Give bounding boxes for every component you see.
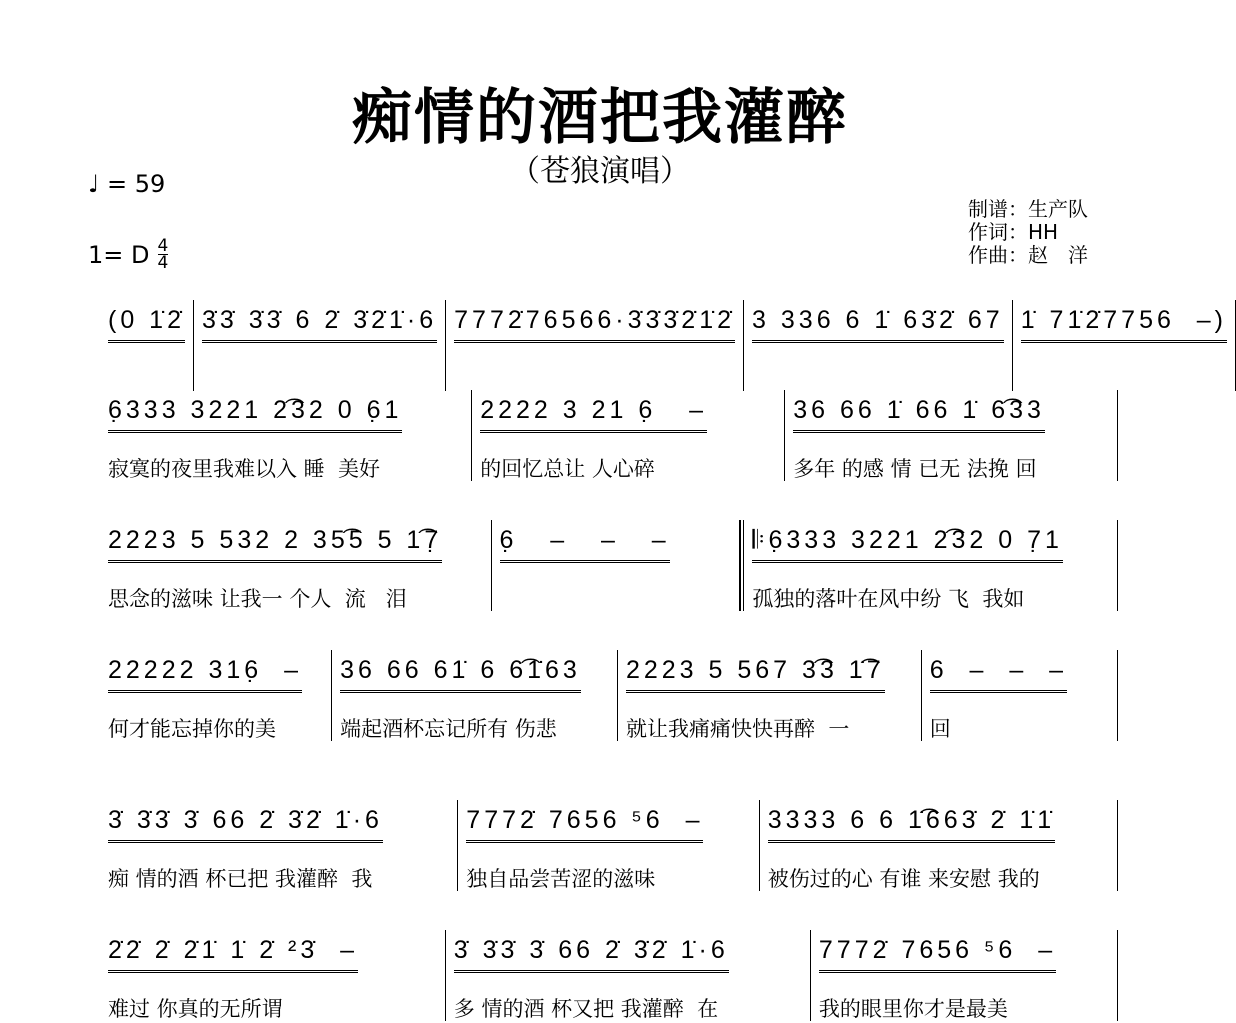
measure (332, 650, 618, 741)
measure-notes: 36 66 1̇ 66 1̇ 6͡33 (793, 390, 1045, 433)
measure-notes: 3̇3̇ 3̇3̇ 6 2̇ 3̇2̇1̇·6 (202, 300, 437, 343)
measure-notes: 3333 6 6 1̇͡663̇ 2̇ 1̇1̇ (768, 800, 1055, 843)
score-row (100, 390, 1118, 481)
measure (100, 650, 332, 741)
measure-notes: 2̇2̇ 2̇ 2̇1̇ 1̇ 2̇ ²3̇ – (108, 930, 358, 973)
measure (492, 520, 741, 611)
measure-lyrics: 何才能忘掉你的美 (108, 717, 276, 741)
tempo-marking: ♩ = 59 (88, 170, 166, 198)
measure-lyrics: 思念的滋味 让我一 个人 流 泪 (108, 587, 407, 611)
measure-lyrics: 多 情的酒 杯又把 我灌醉 在 (453, 997, 719, 1021)
measure-lyrics (202, 363, 437, 391)
measure (740, 520, 1118, 611)
measure-lyrics: 被伤过的心 有谁 来安慰 我的 (767, 867, 1040, 891)
song-subtitle: （苍狼演唱） (510, 154, 690, 189)
measure (618, 650, 922, 741)
credit-lyricist: 作词：HH (968, 220, 1059, 244)
measure (446, 930, 811, 1021)
measure (811, 930, 1118, 1021)
measure-notes: 7772̇76566·3̇3̇3̇2̇1̇2̇ (454, 300, 735, 343)
measure-lyrics: 寂寞的夜里我难以入 睡 美好 (108, 457, 381, 481)
measure-notes: 3 336 6 1̇ 63̇2̇ 67 (752, 300, 1004, 343)
measure-lyrics: 端起酒杯忘记所有 伤悲 (340, 717, 557, 741)
measure-notes: 7772̇ 7656 ⁵6 – (466, 800, 703, 843)
credits (968, 198, 1088, 267)
time-top: 4 (157, 236, 169, 256)
measure-lyrics: 难过 你真的无所谓 (108, 997, 283, 1021)
measure-notes: 36 66 61̇ 6 6͡1̇63 (340, 650, 581, 693)
measure-lyrics: 多年 的感 情 已无 法挽 回 (793, 457, 1037, 481)
measure (472, 390, 785, 481)
measure (194, 300, 446, 391)
score-row (100, 800, 1118, 891)
measure-notes: 2223 5 567 3͡3 1̇͡7 (626, 650, 885, 693)
measure (100, 800, 458, 891)
measure-lyrics (108, 363, 185, 391)
measure-notes: 2223 5 532 2 35͡5 5 1͡7̣ (108, 520, 442, 563)
key-signature (88, 238, 168, 271)
measure-notes: 6̣ – – – (500, 520, 670, 563)
measure-lyrics (1021, 363, 1227, 391)
measure-notes: 2222 3 21 6̣ – (480, 390, 707, 433)
song-title: 痴情的酒把我灌醉 (352, 83, 848, 153)
score-row (100, 650, 1118, 741)
measure-notes: 22222 316̣ – (108, 650, 302, 693)
measure-lyrics: 孤独的落叶在风中纷 飞 我如 (752, 587, 1025, 611)
measure-notes: 3̇ 3̇3̇ 3̇ 66 2̇ 3̇2̇ 1̇·6 (454, 930, 729, 973)
measure-notes: 6̣333 3221 2͡32 0 6̣1 (108, 390, 402, 433)
measure-notes: (0 1̇2̇ (108, 300, 185, 343)
score-row (100, 300, 1227, 391)
measure-notes: 3̇ 3̇3̇ 3̇ 66 2̇ 3̇2̇ 1̇·6 (108, 800, 383, 843)
measure-lyrics: 的回忆总让 人心碎 (480, 457, 655, 481)
measure (458, 800, 759, 891)
score-row (100, 520, 1118, 611)
measure (1013, 300, 1236, 391)
measure (100, 930, 446, 1021)
measure-lyrics: 痴 情的酒 杯已把 我灌醉 我 (108, 867, 373, 891)
measure-notes: 1̇ 71̇2̇7756 –) (1021, 300, 1227, 343)
measure (100, 520, 492, 611)
measure-notes: 6 – – – (930, 650, 1067, 693)
credit-composer: 作曲：赵 洋 (968, 243, 1088, 267)
measure-lyrics: 我的眼里你才是最美 (818, 997, 1008, 1021)
measure (760, 800, 1118, 891)
time-bottom: 4 (157, 253, 169, 273)
measure-notes: 7772̇ 7656 ⁵6 – (819, 930, 1056, 973)
measure-lyrics (752, 363, 1004, 391)
measure (922, 650, 1118, 741)
measure-lyrics: 回 (929, 717, 951, 741)
measure (785, 390, 1118, 481)
measure (100, 300, 194, 391)
measure (446, 300, 744, 391)
time-signature (158, 238, 169, 271)
measure (744, 300, 1013, 391)
measure-lyrics (500, 583, 732, 611)
measure-notes: 𝄆6̣333 3221 2͡32 0 7̣1 (752, 520, 1063, 563)
key-label: 1= D (88, 240, 150, 269)
measure-lyrics: 独自品尝苦涩的滋味 (466, 867, 656, 891)
score-row (100, 930, 1118, 1021)
measure (100, 390, 472, 481)
measure-lyrics: 就让我痛痛快快再醉 一 (625, 717, 850, 741)
credit-transcriber: 制谱：生产队 (968, 197, 1088, 221)
measure-lyrics (454, 363, 735, 391)
